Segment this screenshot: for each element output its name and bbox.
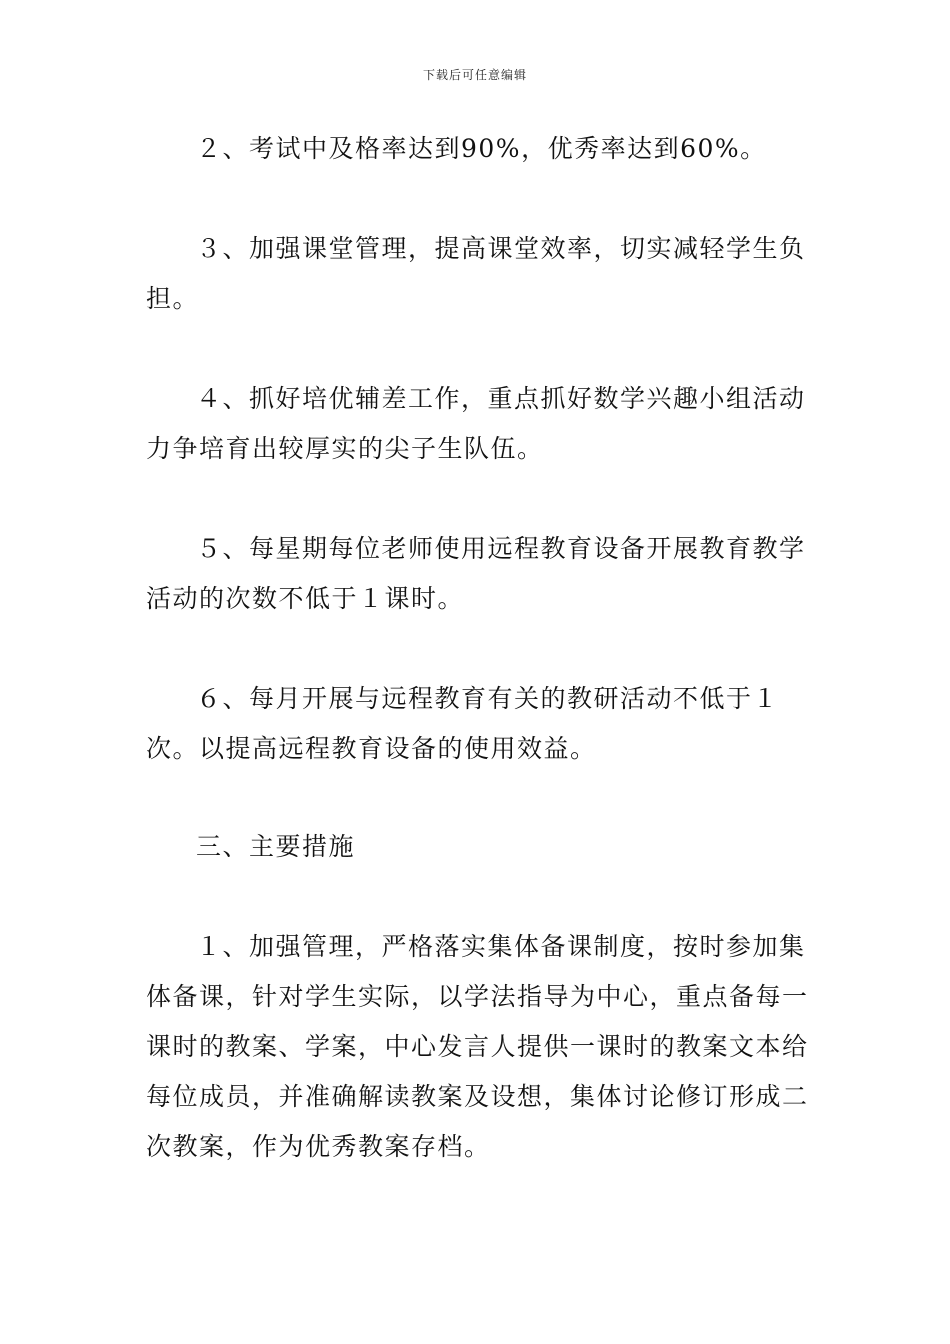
- goal-item-3: ３、加强课堂管理，提高课堂效率，切实减轻学生负担。: [146, 234, 806, 313]
- page-header-note: 下载后可任意编辑: [422, 68, 527, 82]
- goal-item-4: ４、抓好培优辅差工作，重点抓好数学兴趣小组活动力争培育出较厚实的尖子生队伍。: [146, 384, 806, 463]
- goal-item-2: ２、考试中及格率达到90%，优秀率达到60%。: [196, 134, 767, 163]
- goal-item-5: ５、每星期每位老师使用远程教育设备开展教育教学活动的次数不低于１课时。: [146, 534, 806, 613]
- measure-item-1: １、加强管理，严格落实集体备课制度，按时参加集体备课，针对学生实际，以学法指导为中心，重点备每一课时的教案、学案，中心发言人提供一课时的教案文本给每位成员，并准确解读教案及设想，集体讨论修订形成二次教案，作为优秀教案存档。: [146, 932, 809, 1161]
- goal-item-6: ６、每月开展与远程教育有关的教研活动不低于１次。以提高远程教育设备的使用效益。: [146, 684, 780, 763]
- section-heading-measures: 三、主要措施: [196, 832, 356, 861]
